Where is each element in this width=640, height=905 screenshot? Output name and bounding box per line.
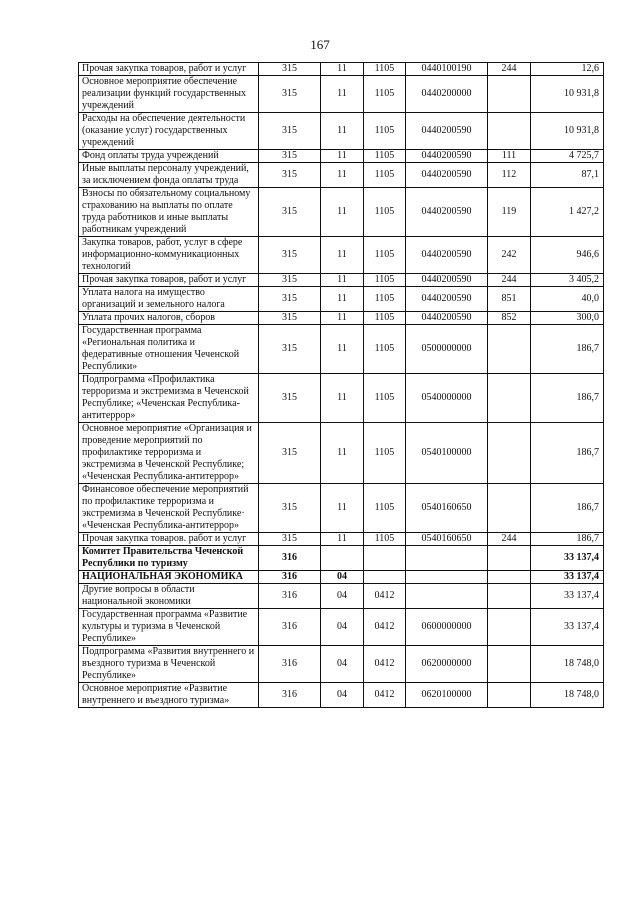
amount-cell: 10 931,8	[531, 113, 604, 150]
admin-code-cell: 316	[259, 571, 321, 584]
subsection-code-cell: 1105	[364, 274, 406, 287]
amount-cell: 33 137,4	[531, 584, 604, 609]
subsection-code-cell: 1105	[364, 113, 406, 150]
target-article-cell: 0620100000	[406, 683, 488, 708]
expense-name-cell: Фонд оплаты труда учреждений	[79, 150, 259, 163]
expense-type-cell: 244	[488, 274, 531, 287]
admin-code-cell: 316	[259, 546, 321, 571]
subsection-code-cell: 1105	[364, 484, 406, 533]
section-code-cell: 11	[321, 423, 364, 484]
subsection-code-cell: 0412	[364, 584, 406, 609]
target-article-cell: 0600000000	[406, 609, 488, 646]
section-code-cell: 04	[321, 683, 364, 708]
expense-name-cell: Прочая закупка товаров. работ и услуг	[79, 533, 259, 546]
amount-cell: 40,0	[531, 287, 604, 312]
expense-name-cell: Прочая закупка товаров, работ и услуг	[79, 63, 259, 76]
subsection-code-cell: 1105	[364, 312, 406, 325]
table-row	[79, 423, 604, 484]
table-row	[79, 76, 604, 113]
amount-cell: 186,7	[531, 533, 604, 546]
admin-code-cell: 315	[259, 113, 321, 150]
section-code-cell: 11	[321, 150, 364, 163]
expense-type-cell: 852	[488, 312, 531, 325]
amount-cell: 186,7	[531, 374, 604, 423]
subsection-code-cell: 0412	[364, 646, 406, 683]
section-code-cell: 11	[321, 374, 364, 423]
subsection-code-cell: 0412	[364, 683, 406, 708]
expense-type-cell	[488, 484, 531, 533]
target-article-cell: 0440200590	[406, 113, 488, 150]
table-row	[79, 584, 604, 609]
target-article-cell: 0440200590	[406, 274, 488, 287]
admin-code-cell: 315	[259, 287, 321, 312]
amount-cell: 33 137,4	[531, 546, 604, 571]
admin-code-cell: 316	[259, 584, 321, 609]
table-row	[79, 312, 604, 325]
admin-code-cell: 316	[259, 646, 321, 683]
expense-type-cell	[488, 374, 531, 423]
subsection-code-cell: 1105	[364, 325, 406, 374]
table-row	[79, 287, 604, 312]
target-article-cell: 0440200590	[406, 287, 488, 312]
section-code-cell: 04	[321, 609, 364, 646]
page-number: 167	[310, 37, 330, 52]
budget-table	[78, 62, 604, 708]
target-article-cell: 0540100000	[406, 423, 488, 484]
target-article-cell: 0440200590	[406, 312, 488, 325]
expense-name-cell: Уплата прочих налогов, сборов	[79, 312, 259, 325]
subsection-code-cell	[364, 546, 406, 571]
amount-cell: 186,7	[531, 484, 604, 533]
expense-name-cell: Финансовое обеспечение мероприятий по профилактике терроризма и экстремизма в Чеченской Республике· «Чеченская Республика-антитеррор»	[79, 484, 259, 533]
expense-type-cell	[488, 609, 531, 646]
section-code-cell: 04	[321, 571, 364, 584]
section-code-cell: 11	[321, 533, 364, 546]
section-code-cell: 11	[321, 312, 364, 325]
section-code-cell: 11	[321, 274, 364, 287]
target-article-cell	[406, 584, 488, 609]
expense-name-cell: Основное мероприятие обеспечение реализации функций государственных учреждений	[79, 76, 259, 113]
expense-name-cell: Другие вопросы в области национальной экономики	[79, 584, 259, 609]
section-code-cell: 11	[321, 188, 364, 237]
expense-name-cell: Государственная программа «Региональная политика и федеративные отношения Чеченской Республики»	[79, 325, 259, 374]
expense-type-cell	[488, 683, 531, 708]
target-article-cell: 0440200590	[406, 163, 488, 188]
table-row	[79, 683, 604, 708]
expense-type-cell: 244	[488, 63, 531, 76]
amount-cell: 186,7	[531, 325, 604, 374]
amount-cell: 300,0	[531, 312, 604, 325]
amount-cell: 12,6	[531, 63, 604, 76]
amount-cell: 946,6	[531, 237, 604, 274]
expense-name-cell: Расходы на обеспечение деятельности (оказание услуг) государственных учреждений	[79, 113, 259, 150]
section-code-cell: 04	[321, 646, 364, 683]
target-article-cell: 0620000000	[406, 646, 488, 683]
section-code-cell: 11	[321, 287, 364, 312]
admin-code-cell: 315	[259, 374, 321, 423]
table-row	[79, 325, 604, 374]
table-row	[79, 150, 604, 163]
target-article-cell: 0540000000	[406, 374, 488, 423]
expense-name-cell: Государственная программа «Развитие культуры и туризма в Чеченской Республике»	[79, 609, 259, 646]
amount-cell: 33 137,4	[531, 609, 604, 646]
amount-cell: 3 405,2	[531, 274, 604, 287]
section-code-cell: 11	[321, 237, 364, 274]
expense-type-cell: 119	[488, 188, 531, 237]
admin-code-cell: 315	[259, 423, 321, 484]
section-code-cell	[321, 546, 364, 571]
subsection-code-cell	[364, 571, 406, 584]
expense-name-cell: Уплата налога на имущество организаций и земельного налога	[79, 287, 259, 312]
expense-type-cell: 112	[488, 163, 531, 188]
admin-code-cell: 316	[259, 609, 321, 646]
target-article-cell: 0440200590	[406, 188, 488, 237]
admin-code-cell: 315	[259, 237, 321, 274]
amount-cell: 186,7	[531, 423, 604, 484]
subsection-code-cell: 1105	[364, 423, 406, 484]
expense-type-cell	[488, 584, 531, 609]
table-row	[79, 113, 604, 150]
table-row	[79, 484, 604, 533]
table-row	[79, 237, 604, 274]
expense-name-cell: Подпрограмма «Профилактика терроризма и экстремизма в Чеченской Республике; «Чеченская Республика-антитеррор»	[79, 374, 259, 423]
subsection-code-cell: 1105	[364, 63, 406, 76]
expense-type-cell	[488, 325, 531, 374]
table-row	[79, 546, 604, 571]
section-code-cell: 11	[321, 63, 364, 76]
expense-name-cell: Закупка товаров, работ, услуг в сфере информационно-коммуникационных технологий	[79, 237, 259, 274]
expense-name-cell: Подпрограмма «Развития внутреннего и въездного туризма в Чеченской Республике»	[79, 646, 259, 683]
admin-code-cell: 315	[259, 274, 321, 287]
expense-name-cell: Комитет Правительства Чеченской Республики по туризму	[79, 546, 259, 571]
target-article-cell: 0540160650	[406, 533, 488, 546]
table-row	[79, 163, 604, 188]
admin-code-cell: 315	[259, 163, 321, 188]
expense-name-cell: Основное мероприятие «Развитие внутреннего и въездного туризма»	[79, 683, 259, 708]
target-article-cell: 0440200000	[406, 76, 488, 113]
section-code-cell: 11	[321, 76, 364, 113]
section-code-cell: 11	[321, 484, 364, 533]
section-code-cell: 11	[321, 113, 364, 150]
admin-code-cell: 316	[259, 683, 321, 708]
admin-code-cell: 315	[259, 76, 321, 113]
target-article-cell: 0440200590	[406, 150, 488, 163]
table-row	[79, 274, 604, 287]
subsection-code-cell: 1105	[364, 374, 406, 423]
table-row	[79, 646, 604, 683]
table-row	[79, 63, 604, 76]
table-row	[79, 533, 604, 546]
expense-type-cell: 851	[488, 287, 531, 312]
expense-type-cell	[488, 423, 531, 484]
amount-cell: 1 427,2	[531, 188, 604, 237]
subsection-code-cell: 1105	[364, 163, 406, 188]
subsection-code-cell: 1105	[364, 188, 406, 237]
table-row	[79, 609, 604, 646]
target-article-cell: 0440200590	[406, 237, 488, 274]
target-article-cell	[406, 546, 488, 571]
expense-type-cell	[488, 113, 531, 150]
expense-name-cell: Иные выплаты персоналу учреждений, за исключением фонда оплаты труда	[79, 163, 259, 188]
expense-type-cell	[488, 546, 531, 571]
expense-type-cell: 244	[488, 533, 531, 546]
subsection-code-cell: 1105	[364, 150, 406, 163]
amount-cell: 18 748,0	[531, 646, 604, 683]
expense-type-cell	[488, 571, 531, 584]
expense-type-cell	[488, 646, 531, 683]
admin-code-cell: 315	[259, 188, 321, 237]
amount-cell: 33 137,4	[531, 571, 604, 584]
amount-cell: 87,1	[531, 163, 604, 188]
admin-code-cell: 315	[259, 484, 321, 533]
budget-table-body	[79, 63, 604, 708]
target-article-cell: 0500000000	[406, 325, 488, 374]
expense-type-cell	[488, 76, 531, 113]
section-code-cell: 04	[321, 584, 364, 609]
subsection-code-cell: 1105	[364, 76, 406, 113]
expense-type-cell: 111	[488, 150, 531, 163]
subsection-code-cell: 1105	[364, 533, 406, 546]
admin-code-cell: 315	[259, 63, 321, 76]
expense-name-cell: Взносы по обязательному социальному страхованию на выплаты по оплате труда работников и иные выплаты работникам учреждений	[79, 188, 259, 237]
amount-cell: 4 725,7	[531, 150, 604, 163]
admin-code-cell: 315	[259, 312, 321, 325]
table-row	[79, 188, 604, 237]
subsection-code-cell: 1105	[364, 287, 406, 312]
amount-cell: 18 748,0	[531, 683, 604, 708]
expense-name-cell: Прочая закупка товаров, работ и услуг	[79, 274, 259, 287]
subsection-code-cell: 1105	[364, 237, 406, 274]
section-code-cell: 11	[321, 163, 364, 188]
admin-code-cell: 315	[259, 533, 321, 546]
target-article-cell: 0440100190	[406, 63, 488, 76]
expense-type-cell: 242	[488, 237, 531, 274]
section-code-cell: 11	[321, 325, 364, 374]
subsection-code-cell: 0412	[364, 609, 406, 646]
table-row	[79, 571, 604, 584]
admin-code-cell: 315	[259, 150, 321, 163]
table-row	[79, 374, 604, 423]
target-article-cell: 0540160650	[406, 484, 488, 533]
target-article-cell	[406, 571, 488, 584]
admin-code-cell: 315	[259, 325, 321, 374]
amount-cell: 10 931,8	[531, 76, 604, 113]
expense-name-cell: НАЦИОНАЛЬНАЯ ЭКОНОМИКА	[79, 571, 259, 584]
expense-name-cell: Основное мероприятие «Организация и проведение мероприятий по профилактике терроризма и экстремизма в Чеченской Республике; «Чеченская Республика-антитеррор»	[79, 423, 259, 484]
